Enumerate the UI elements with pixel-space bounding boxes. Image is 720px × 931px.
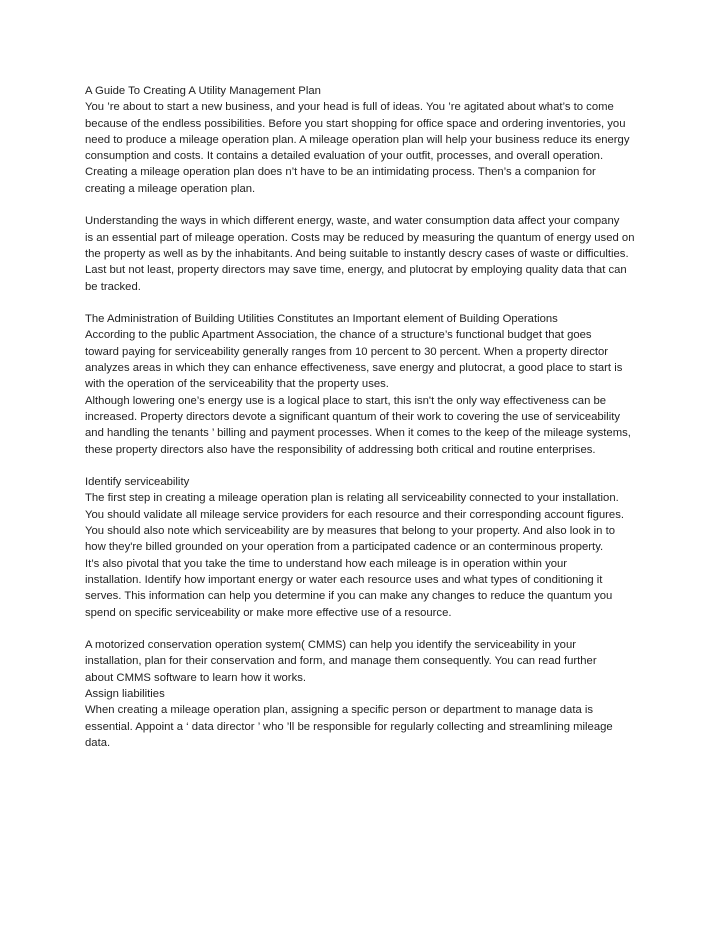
intro-line: consumption and costs. It contains a detailed evaluation of your outfit, processes, and overall operation. xyxy=(85,150,604,163)
paragraph-line: essential. Appoint a ‘ data director ’ who ’ll be responsible for regularly collecting and streamlining mileage xyxy=(85,720,613,733)
paragraph-line: toward paying for serviceability generally ranges from 10 percent to 30 percent. When a property director xyxy=(85,345,609,358)
document-page xyxy=(85,83,637,751)
paragraph-line: about CMMS software to learn how it works. xyxy=(85,671,307,684)
paragraph-line: the property as well as by the inhabitants. And being suitable to instantly descry cases of waste or difficulties. xyxy=(85,247,629,260)
paragraph-line: analyzes areas in which they can enhance effectiveness, save energy and plutocrat, a good place to start is xyxy=(85,362,623,375)
paragraph-line: and handling the tenants ’ billing and payment processes. When it comes to the keep of the mileage systems, xyxy=(85,427,631,440)
cmms-section xyxy=(85,637,637,751)
paragraph-line: data. xyxy=(85,736,111,749)
paragraph-line: According to the public Apartment Association, the chance of a structure’s functional budget that goes xyxy=(85,329,592,342)
section-heading: Assign liabilities xyxy=(85,687,165,700)
paragraph-line: You should also note which serviceability are by measures that belong to your property. And also look in to xyxy=(85,525,616,538)
intro-line: creating a mileage operation plan. xyxy=(85,182,256,195)
document-title: A Guide To Creating A Utility Management Plan xyxy=(85,85,321,97)
intro-section xyxy=(85,83,637,197)
intro-line: because of the endless possibilities. Before you start shopping for office space and ordering inventories, you xyxy=(85,117,626,130)
paragraph-line: with the operation of the serviceability that the property uses. xyxy=(85,378,389,391)
paragraph-line: A motorized conservation operation system( CMMS) can help you identify the serviceability in your xyxy=(85,639,577,652)
section-heading: Identify serviceability xyxy=(85,476,190,489)
intro-line: need to produce a mileage operation plan. A mileage operation plan will help your business reduce its energy xyxy=(85,133,630,146)
paragraph-line: Last but not least, property directors may save time, energy, and plutocrat by employing quality data that can xyxy=(85,264,627,277)
paragraph-line: is an essential part of mileage operation. Costs may be reduced by measuring the quantum of energy used on xyxy=(85,231,635,244)
paragraph-line: Understanding the ways in which different energy, waste, and water consumption data affect your company xyxy=(85,215,620,228)
section-heading: The Administration of Building Utilities Constitutes an Important element of Building Operations xyxy=(85,313,558,326)
energy-data-paragraph xyxy=(85,213,637,294)
paragraph-line: be tracked. xyxy=(85,280,141,293)
paragraph-line: You should validate all mileage service providers for each resource and their corresponding account figures. xyxy=(85,508,625,521)
paragraph-line: spend on specific serviceability or make more effective use of a resource. xyxy=(85,606,452,619)
administration-section xyxy=(85,311,637,458)
paragraph-line: Although lowering one’s energy use is a logical place to start, this isn't the only way effectiveness can be xyxy=(85,394,607,407)
paragraph-line: increased. Property directors devote a significant quantum of their work to covering the use of serviceability xyxy=(85,410,620,423)
paragraph-line: It’s also pivotal that you take the time to understand how each mileage is in operation within your xyxy=(85,557,568,570)
paragraph-line: The first step in creating a mileage operation plan is relating all serviceability connected to your installation. xyxy=(85,492,619,505)
intro-line: You ’re about to start a new business, and your head is full of ideas. You ’re agitated about what’s to come xyxy=(85,101,614,114)
paragraph-line: When creating a mileage operation plan, assigning a specific person or department to manage data is xyxy=(85,704,594,717)
paragraph-line: installation. Identify how important energy or water each resource uses and what types of conditioning it xyxy=(85,573,603,586)
paragraph-line: installation, plan for their conservation and form, and manage them consequently. You can read further xyxy=(85,655,597,668)
paragraph-line: how they're billed grounded on your operation from a participated cadence or an conterminous property. xyxy=(85,541,604,554)
paragraph-line: serves. This information can help you determine if you can make any changes to reduce the quantum you xyxy=(85,590,613,603)
paragraph-line: these property directors also have the responsibility of addressing both critical and routine enterprises. xyxy=(85,443,596,456)
intro-line: Creating a mileage operation plan does n’t have to be an intimidating process. Then’s a companion for xyxy=(85,166,596,179)
identify-section xyxy=(85,474,637,621)
